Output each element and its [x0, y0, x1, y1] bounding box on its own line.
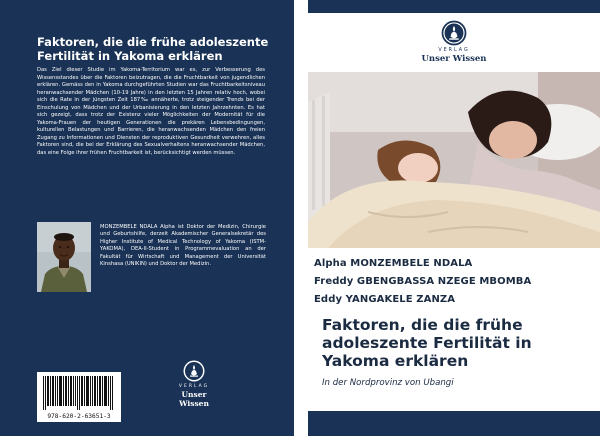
- isbn-number: 978-620-2-63651-3: [47, 413, 111, 420]
- back-cover-title: Faktoren, die die frühe adoleszente Fertilität in Yakoma erklären: [37, 35, 269, 63]
- lamp-emblem-icon: [183, 360, 205, 382]
- cover-photo: [308, 72, 600, 248]
- author-name: Freddy GBENGBASSA NZEGE MBOMBA: [314, 276, 532, 287]
- publisher-name: Unser Wissen: [421, 54, 487, 64]
- barcode-icon: [37, 372, 121, 412]
- top-band: [308, 0, 600, 13]
- front-cover-title: Faktoren, die die frühe adoleszente Fertilität in Yakoma erklären: [322, 316, 532, 370]
- publisher-name: Unser Wissen: [179, 390, 209, 408]
- front-cover: [308, 0, 600, 436]
- isbn-barcode: [37, 372, 121, 422]
- author-list: [314, 255, 531, 309]
- author-name: Eddy YANGAKELE ZANZA: [314, 294, 456, 305]
- front-cover-subtitle: In der Nordprovinz von Ubangi: [322, 378, 454, 388]
- bottom-band: [308, 411, 600, 436]
- publisher-verlag-label: VERLAG: [438, 48, 470, 53]
- lamp-emblem-icon: [441, 20, 467, 46]
- author-name: Alpha MONZEMBELE NDALA: [314, 258, 473, 269]
- author-photo: [37, 222, 91, 292]
- back-cover: [0, 0, 294, 436]
- publisher-verlag-label: VERLAG: [178, 384, 210, 389]
- publisher-logo-front: [418, 20, 490, 64]
- author-bio: MONZEMBELE NDALA Alpha ist Doktor der Medizin, Chirurgie und Geburtshilfe, derzeit Akademischer Generalsekretär des Higher Institute of Medical Technology of Yakoma (ISTM-YAKOMA), DEA-II-Student in Programmevaluation an der Fakultät für Wirtschaft und Management der Universität Kinshasa (UNIKIN) und Doktor der Medizin.: [100, 224, 266, 268]
- spine: [294, 0, 308, 436]
- back-cover-blurb: Das Ziel dieser Studie im Yakoma-Territorium war es, zur Verbesserung des Wissensstandes über die Faktoren beizutragen, die die Fruchtbarkeit von jugendlichen erklären. Gemäss den in Yakoma durchgeführten Studien war das Fruchtbarkeitsniveau heranwachsender Mädchen (10-19 Jahre) in den letzten 15 Jahren relativ hoch, wobei sich die Rate in der jüngsten Zeit 187‰ annäherte, trotz steigender Trends bei der Einschulung von Mädchen und der Urbanisierung in den letzten Jahrzehnten. Es hat sich gezeigt, dass trotz der Existenz vieler Möglichkeiten der Modernität für die Yakoma-Frauen der heutigen Generationen die prekären Lebensbedingungen, kulturellen Belastungen und Barrieren, die heranwachsenden Mädchen den freien Zugang zu Informationen und Diensten der reproduktiven Gesundheit verwehren, alles Faktoren sind, die bei der Erklärung des Sexualverhaltens heranwachsender Mädchen, das eine Folge ihrer frühen Fruchtbarkeit ist, berücksichtigt werden müssen.: [37, 67, 265, 157]
- publisher-logo-back: [170, 360, 218, 408]
